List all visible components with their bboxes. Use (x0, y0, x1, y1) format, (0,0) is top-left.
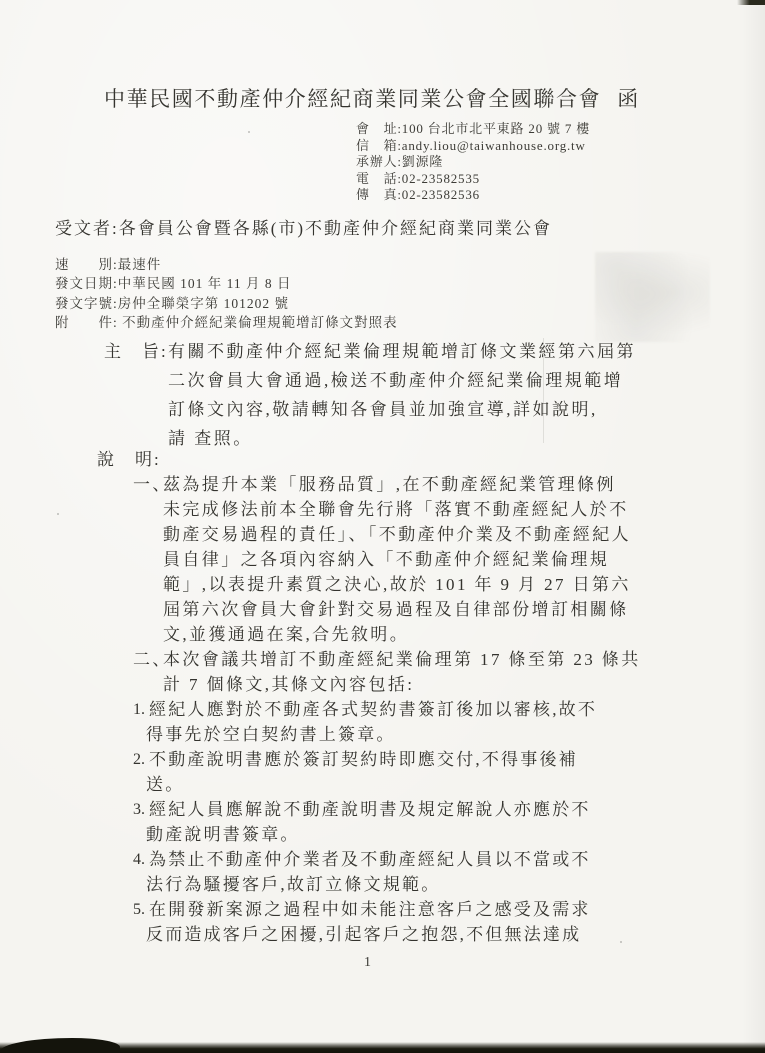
explanation-label: 說 明: (97, 450, 161, 469)
explanation-item-2 (133, 647, 641, 697)
clause-2 (133, 747, 597, 797)
numbered-clause-list (133, 697, 597, 947)
scan-speck (620, 941, 622, 943)
page-number: 1 (364, 955, 371, 970)
item-line: 茲為提升本業「服務品質」,在不動產經紀業管理條例 (163, 475, 616, 494)
item-line: 未完成修法前本全聯會先行將「落實不動產經紀人於不 (163, 500, 629, 519)
clause-line: 不動產說明書應於簽訂契約時即應交付,不得事後補 (149, 750, 578, 769)
meta-block (55, 255, 398, 333)
clause-line: 法行為騷擾客戶,故訂立條文規範。 (146, 875, 441, 894)
scanner-edge-top-right (737, 0, 765, 5)
item-line: 屆第六次會員大會針對交易過程及自律部份增訂相關條 (163, 600, 629, 619)
item-line: 文,並獲通過在案,合先敘明。 (163, 625, 410, 644)
clause-line: 反而造成客戶之困擾,引起客戶之抱怨,不但無法達成 (146, 925, 582, 944)
item-line: 員自律」之各項內容納入「不動產仲介經紀業倫理規 (163, 550, 610, 569)
scan-speck (248, 131, 250, 133)
subject-label: 主 旨: (104, 342, 168, 361)
item-line: 計 7 個條文,其條文內容包括: (163, 675, 415, 694)
subject-line: 二次會員大會通過,檢送不動產仲介經紀業倫理規範增 (168, 371, 624, 390)
organization-name: 中華民國不動產仲介經紀商業同業公會全國聯合會 (104, 87, 602, 111)
clause-number: 3. (133, 801, 145, 818)
item-line: 範」,以表提升素質之決心,故於 101 年 9 月 27 日第六 (163, 575, 631, 594)
clause-5 (133, 897, 597, 947)
bleed-through-smudge (595, 252, 710, 342)
meta-priority-line: 速 別:最速件 (55, 257, 162, 272)
contact-email-line: 信 箱:andy.liou@taiwanhouse.org.tw (356, 137, 586, 153)
clause-3 (133, 797, 597, 847)
explanation-item-1 (133, 472, 631, 647)
contact-fax-line: 傳 真:02-23582536 (356, 187, 480, 203)
clause-line: 經紀人應對於不動產各式契約書簽訂後加以審核,故不 (149, 700, 598, 719)
clause-number: 1. (133, 701, 145, 718)
document-type-label: 函 (617, 87, 640, 111)
clause-number: 5. (133, 901, 145, 918)
scan-speck (57, 513, 59, 515)
subject-paragraph (168, 337, 636, 453)
meta-ref-number-line: 發文字號:房仲全聯榮字第 101202 號 (55, 295, 290, 311)
item-number: 一、 (133, 475, 172, 494)
item-line: 本次會議共增訂不動產經紀業倫理第 17 條至第 23 條共 (163, 650, 641, 669)
clause-number: 4. (133, 851, 145, 868)
clause-line: 動產說明書簽章。 (146, 825, 300, 844)
scanner-edge-bottom-left-blob (0, 1038, 120, 1053)
clause-line: 得事先於空白契約書上簽章。 (146, 725, 396, 744)
clause-line: 送。 (146, 775, 185, 794)
contact-info-block (356, 121, 590, 204)
document-title (104, 83, 640, 113)
meta-issue-date-line: 發文日期:中華民國 101 年 11 月 8 日 (55, 276, 292, 292)
clause-line: 為禁止不動產仲介業者及不動產經紀人員以不當或不 (149, 850, 591, 869)
subject-line: 訂條文內容,敬請轉知各會員並加強宣導,詳如說明, (168, 400, 598, 419)
contact-person-line: 承辦人:劉源隆 (356, 154, 444, 170)
subject-line: 請 查照。 (168, 429, 253, 448)
clause-number: 2. (133, 751, 145, 768)
clause-line: 在開發新案源之過程中如未能注意客戶之感受及需求 (149, 900, 591, 919)
paper-crease (543, 338, 544, 443)
meta-attachment-line: 附 件: 不動產仲介經紀業倫理規範增訂條文對照表 (55, 315, 398, 331)
clause-line: 經紀人員應解說不動產說明書及規定解說人亦應於不 (149, 800, 591, 819)
recipient-line: 受文者:各會員公會暨各縣(市)不動產仲介經紀商業同業公會 (55, 219, 553, 238)
subject-line: 有關不動產仲介經紀業倫理規範增訂條文業經第六屆第 (168, 342, 636, 361)
clause-1 (133, 697, 597, 747)
item-number: 二、 (133, 650, 172, 669)
contact-phone-line: 電 話:02-23582535 (356, 170, 480, 186)
contact-address-line: 會 址:100 台北市北平東路 20 號 7 樓 (356, 121, 591, 136)
clause-4 (133, 847, 597, 897)
item-line: 動產交易過程的責任」、「不動產仲介業及不動產經紀人 (163, 525, 631, 544)
